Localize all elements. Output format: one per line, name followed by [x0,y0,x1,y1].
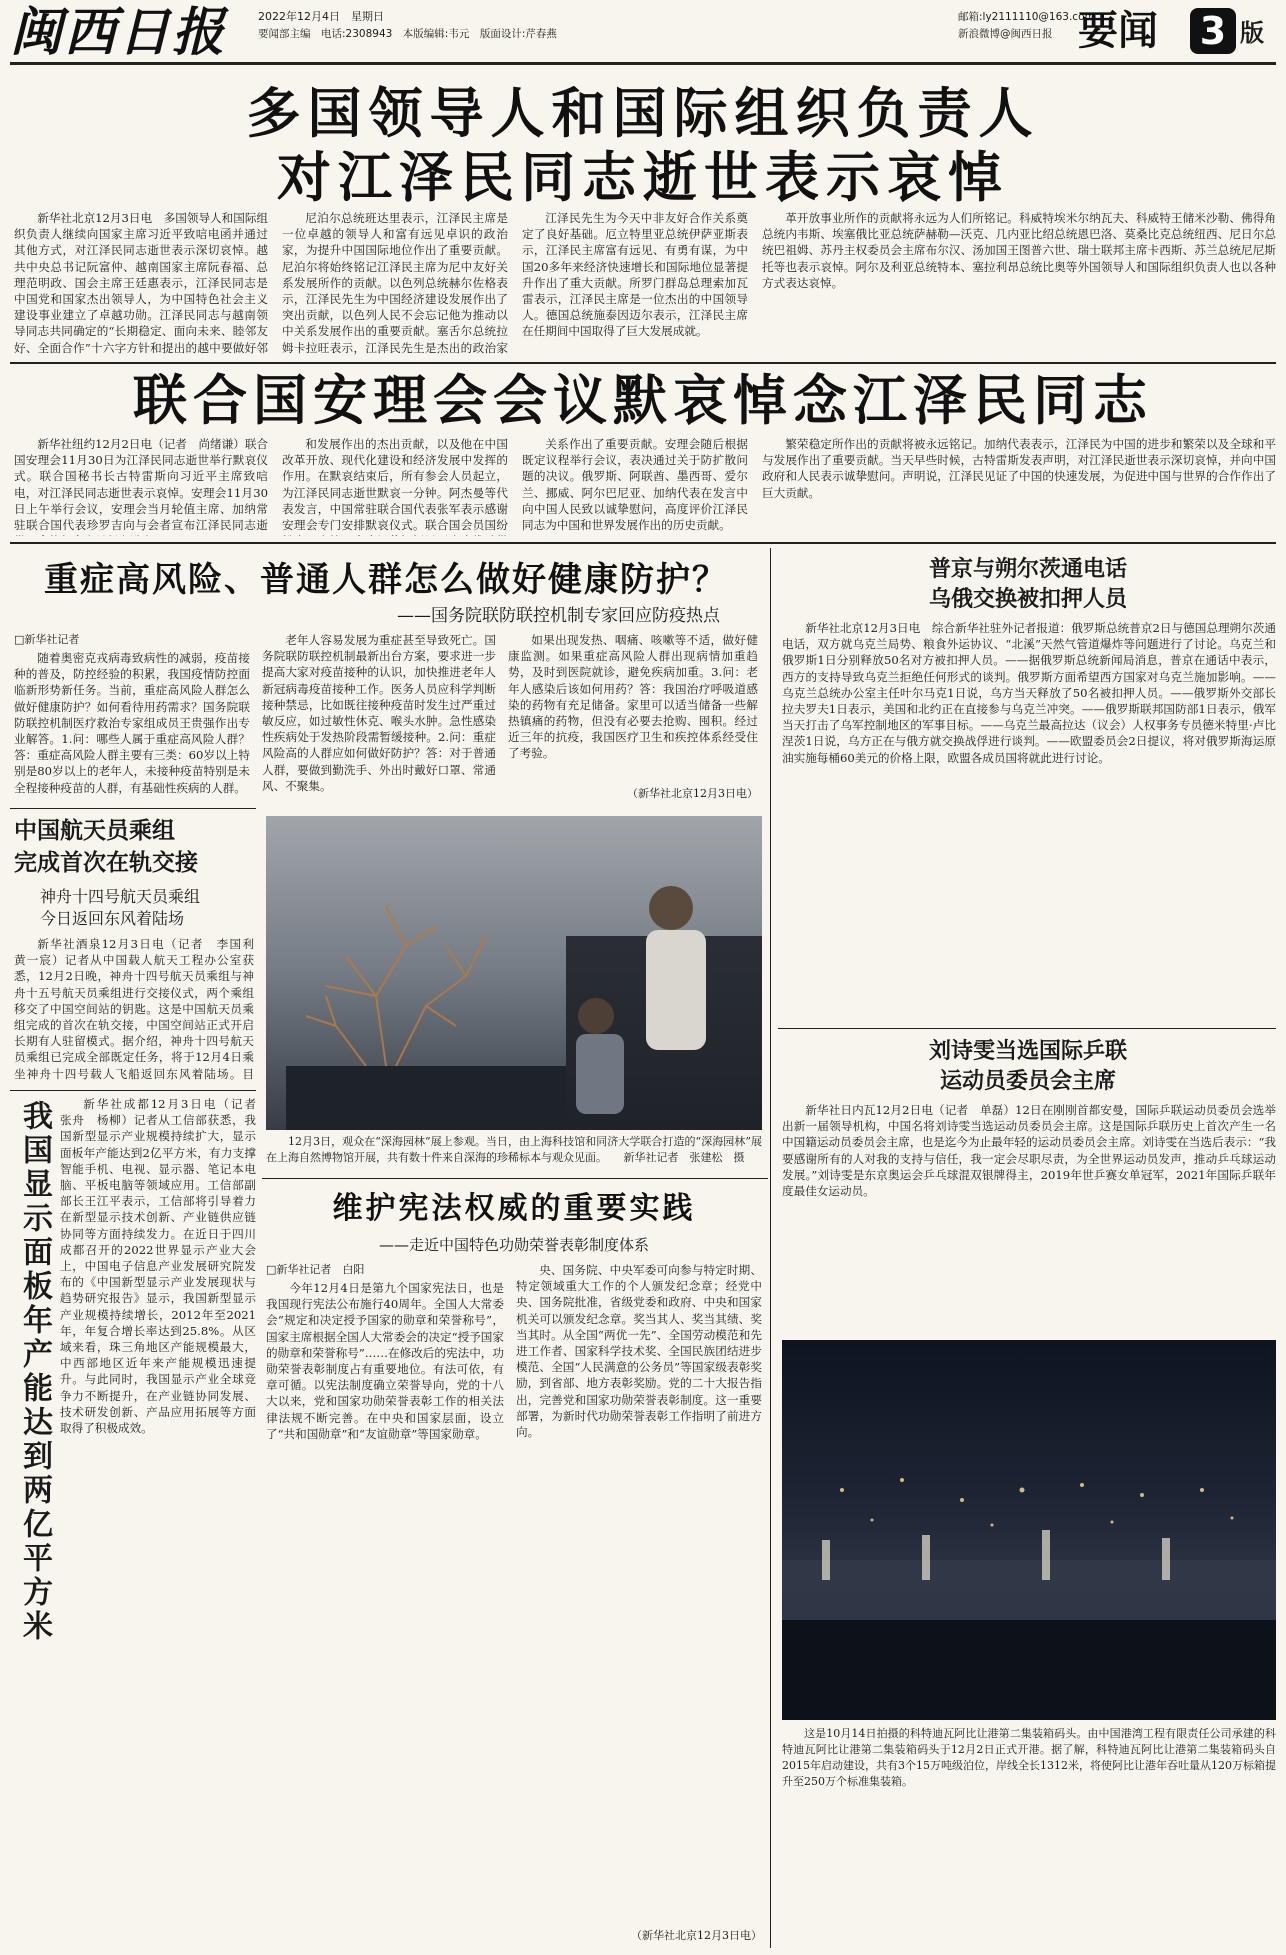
port-photo-illustration [782,1340,1276,1720]
shenzhou-title-line2: 完成首次在轨交接 [14,850,198,876]
left-feature-rule-2 [10,1090,256,1091]
article4-subtitle: ——走近中国特色功勋荣誉表彰制度体系 [378,1236,649,1254]
port-photo-caption: 这是10月14日拍摄的科特迪瓦阿比让港第二集装箱码头。由中国港湾工程有限责任公司承建的科特迪瓦阿比让港第二集装箱码头于12月2日正式开港。据了解，科特迪瓦阿比让港第二集装箱码头自2015年启动建设，共有3个15万吨级泊位，岸线全长1312米，将使阿比让港年吞吐量从120万标箱提升至250万个标准集装箱。 [782,1727,1276,1788]
divider-2 [10,542,1276,544]
exhibit-photo [266,816,762,1130]
article3-col1: 随着奥密克戎病毒致病性的减弱，疫苗接种的普及，防控经验的积累，我国疫情防控面临新形势新任务。当前，重症高风险人群怎么做好健康防护？如何看待用药需求？国务院联防联控机制医疗救治专家组成员王贵强作出专业解答。1.问：哪些人属于重症高风险人群？答：重症高风险人群主要有三类：60岁以上特别是80岁以上的老年人，未接种疫苗特别是未全程接种疫苗的人群，有基础性疾病的人群。 [14,651,250,795]
article4-col2: 央、国务院、中央军委可向参与特定时期、特定领域重大工作的个人颁发纪念章；经党中央、国务院批准，省级党委和政府、中央和国家机关可以颁发纪念章。奖当其人、奖当其绩、奖当其时。从全国“两优一先”、全国劳动模范和先进工作者、国家科学技术奖、全国民族团结进步模范、全国“人民满意的公务员”等国家级表彰奖励，到省部、地方表彰奖励。党的二十大报告指出，完善党和国家功勋荣誉表彰制度。这一重要部署，为新时代功勋荣誉表彰工作指明了前进方向。 [516,1263,762,1440]
article3-title: 重症高风险、普通人群怎么做好健康防护？ [44,560,728,600]
article4-title: 维护宪法权威的重要实践 [332,1191,696,1226]
article2-col3: 关系作出了重要贡献。安理会随后根据既定议程举行会议，表决通过关于防扩散问题的决议。俄罗斯、阿联酋、墨西哥、爱尔兰、挪威、阿尔巴尼亚、加纳代表在发言中向中国人民致以诚挚慰问，高度评价江泽民同志为中国和世界发展作出的历史贡献。 [522,437,748,533]
article3-byline: □新华社记者 [14,633,80,646]
shenzhou-subtitle-line1: 神舟十四号航天员乘组 [40,887,201,906]
sidebar1-title-line1: 普京与朔尔茨通电话 [928,557,1127,582]
sidebar1-title-line2: 乌俄交换被扣押人员 [928,587,1127,612]
page-number: 3 [1199,9,1227,53]
exhibit-photo-caption: 12月3日，观众在“深海园林”展上参观。当日，由上海科技馆和同济大学联合打造的“深海园林”展在上海自然博物馆开展，共有数十件来自深海的珍稀标本与观众见面。 新华社记者 张建松 摄 [266,1135,762,1164]
page-number-badge [1190,8,1236,54]
article1-col3: 江泽民先生为今天中非友好合作关系奠定了良好基础。厄立特里亚总统伊萨亚斯表示，江泽民主席富有远见、有勇有谋，为中国20多年来经济快速增长和国际地位显著提升作出了重大贡献。所罗门群岛总理索加瓦雷表示，江泽民主席是一位杰出的中国领导人。德国总统施泰因迈尔表示，江泽民主席在任期间中国取得了巨大发展成就。 [522,211,748,339]
masthead-rule [10,62,1276,65]
display-vertical-title-text: 我国显示面板年产能达到两亿平方米 [17,1100,52,1644]
section-name: 要闻 [1078,8,1158,54]
email-line: 邮箱:ly2111110@163.com [958,11,1095,23]
sidebar-divider [778,1028,1276,1029]
sidebar2-body: 新华社日内瓦12月2日电（记者 单磊）12日在刚刚首都安曼，国际乒联运动员委员会选举出新一届领导机构，中国名将刘诗雯当选运动员委员会主席。这是国际乒联历史上首次产生一名中国籍运动员委员会主席，也是迄今为止最年轻的运动员委员会主席。刘诗雯在当选后表示：“我要感谢所有的人对我的支持与信任，我一定会尽职尽责，为全世界运动员发声，推动乒乓球运动发展。”刘诗雯是东京奥运会乒乓球混双银牌得主，2019年世乒赛女单冠军，2021年国际乒联年度最佳女运动员。 [782,1103,1276,1199]
weibo-line: 新浪微博@闽西日报 [958,28,1053,40]
sidebar2-title-line1: 刘诗雯当选国际乒联 [928,1039,1127,1064]
article3-dateline: （新华社北京12月3日电） [627,787,758,800]
editor-line: 要闻部主编 电话:2308943 本版编辑:韦元 版面设计:芹春燕 [258,28,557,40]
article3-col3: 如果出现发热、咽痛、咳嗽等不适，做好健康监测。如果重症高风险人群出现病情加重趋势，及时到医院就诊，避免疾病加重。3.问：老年人感染后该如何用药？答：我国治疗呼吸道感染的药物有充足储备。家里可以适当储备一些解热镇痛的药物，但没有必要去抢购、囤积。经过近三年的抗疫，我国医疗卫生和疾控体系经受住了考验。 [508,633,758,761]
article1-col2: 尼泊尔总统班达里表示，江泽民主席是一位卓越的领导人和富有远见卓识的政治家，为提升中国国际地位作出了重要贡献。尼泊尔将始终铭记江泽民主席为尼中友好关系发展所作的贡献。以色列总统赫尔佐格表示，江泽民先生为中国经济建设发展作出了突出贡献，以色列人民不会忘记他为推动以中关系发展作出的重要贡献。塞舌尔总统拉姆卡拉旺表示，江泽民先生是杰出的政治家 [282,211,508,355]
article3-col2: 老年人容易发展为重症甚至导致死亡。国务院联防联控机制最新出台方案，要求进一步提高大家对疫苗接种的认识，加快推进老年人新冠病毒疫苗接种工作。医务人员应科学判断接种禁忌，比如既往接种疫苗时发生过严重过敏反应，如过敏性休克、喉头水肿。急性感染性疾病处于发热阶段需暂缓接种。2.问：重症风险高的人群应如何做好防护？答：对于普通人群，要做到勤洗手、外出时戴好口罩、常通风、不聚集。 [262,633,496,793]
divider-1 [10,362,1276,364]
article1-title-line2: 对江泽民同志逝世表示哀悼 [277,146,1009,209]
page-suffix: 版 [1240,19,1264,47]
article1-title-line1: 多国领导人和国际组织负责人 [246,82,1040,145]
port-photo [782,1340,1276,1720]
article2-col1: 新华社纽约12月2日电（记者 尚绪谦）联合国安理会11月30日为江泽民同志逝世举行默哀仪式。联合国秘书长古特雷斯向习近平主席致唁电，对江泽民同志逝世表示哀悼。安理会11月30日上午举行会议，安理会当月轮值主席、加纳常驻联合国代表珍罗吉向与会者宣布江泽民同志逝 [14,437,268,533]
sidebar1-body: 新华社北京12月3日电 综合新华社驻外记者报道：俄罗斯总统普京2日与德国总理朔尔茨通电话，双方就乌克兰局势、粮食外运协议、“北溪”天然气管道爆炸等问题进行了讨论。乌克兰和俄罗斯1日分别释放50名对方被扣押人员。——据俄罗斯总统新闻局消息，普京在通话中表示，西方的支持导致乌克兰拒绝任何形式的谈判。俄罗斯方面希望西方国家对乌克兰施加影响。——乌克兰总统办公室主任叶尔马克1日说，乌方当天释放了50名被扣押人员。——俄罗斯外交部长拉夫罗夫1日表示，美国和北约正在直接参与乌克兰冲突。——俄罗斯联邦国防部1日表示，俄军当天打击了乌军控制地区的军事目标。——乌克兰最高拉达（议会）人权事务专员德米特里·卢比涅茨1日说，乌方正在与俄方就交换战俘进行谈判。——欧盟委员会2日提议，将对俄罗斯海运原油实施每桶60美元的价格上限，欧盟各成员国将就此进行讨论。 [782,621,1276,765]
masthead-logo: 闽西日报 [10,4,227,62]
sidebar2-title-line2: 运动员委员会主席 [939,1069,1116,1094]
shenzhou-body: 新华社酒泉12月3日电（记者 李国利 黄一宸）记者从中国载人航天工程办公室获悉，12月2日晚，神舟十四号航天员乘组与神舟十五号航天员乘组进行交接仪式，两个乘组移交了中国空间站的钥匙。这是中国航天员乘组完成的首次在轨交接，中国空间站正式开启长期有人驻留模式。据介绍，神舟十四号航天员乘组已完成全部既定任务，将于12月4日乘坐神舟十四号载人飞船返回东风着陆场。目 [14,937,254,1081]
issue-date: 2022年12月4日 星期日 [258,10,384,23]
article2-title: 联合国安理会会议默哀悼念江泽民同志 [133,369,1153,432]
article4-dateline: （新华社北京12月3日电） [631,1929,762,1942]
article1-col4: 革开放事业所作的贡献将永远为人们所铭记。科威特埃米尔纳瓦夫、科威特王储米沙勒、佛得角总统内韦斯、埃塞俄比亚总统萨赫勒—沃克、几内亚比绍总统恩巴洛、莫桑比克总统纽西、尼日尔总统巴祖姆、苏丹主权委员会主席布尔汉、汤加国王图普六世、瑞士联邦主席卡西斯、苏兰总统尼尼斯托等也表示哀悼。阿尔及利亚总统特本、塞拉利昂总统比奥等外国领导人和国际组织负责人也以各种方式表达哀悼。 [762,211,1276,290]
shenzhou-subtitle-line2: 今日返回东风着陆场 [40,909,185,928]
article2-col4: 繁荣稳定所作出的贡献将被永远铭记。加纳代表表示，江泽民为中国的进步和繁荣以及全球和平与发展作出了重要贡献。当天早些时候，古特雷斯发表声明，对江泽民逝世表示深切哀悼，并向中国政府和人民表示诚挚慰问。声明说，江泽民见证了中国的快速发展，为促进中国与世界的合作作出了巨大贡献。 [762,437,1276,500]
center-divider [262,1178,768,1179]
display-body: 新华社成都12月3日电（记者 张舟 杨柳）记者从工信部获悉，我国新型显示产业规模持续扩大，显示面板年产能达到2亿平方米，有力支撑智能手机、电视、显示器、笔记本电脑、平板电脑等领域应用。工信部副部长王江平表示，工信部将引导着力在新型显示技术创新、产业链供应链协同等方面持续发力。在近日于四川成都召开的2022世界显示产业大会上，中国电子信息产业发展研究院发布的《中国新型显示产业发展现状与趋势研究报告》显示，我国新型显示产业规模持续增长，2012年至2021年，年复合增长率达到25.8%。从区域来看，珠三角地区产能规模最大，中西部地区近年来产能规模迅速提升。与此同时，我国显示产业全球竞争力不断提升，在产业链协同发展、技术研发创新、产品应用拓展等方面取得了积极成效。 [60,1097,256,1436]
article2-col2: 和发展作出的杰出贡献，以及他在中国改革开放、现代化建设和经济发展中发挥的作用。在默哀结束后，所有参会人员起立，为江泽民同志逝世默哀一分钟。阿杰曼等代表发言，中国常驻联合国代表张军表示感谢安理会专门安排默哀仪式。联合国会员国纷 [282,437,508,533]
vrule-right [770,548,771,1948]
article3-subtitle: ——国务院联防联控机制专家回应防疫热点 [397,606,720,626]
masthead [0,0,1286,82]
article1-col1: 新华社北京12月3日电 多国领导人和国际组织负责人继续向国家主席习近平致唁电函并通过其他方式，对江泽民同志逝世表示深切哀悼。越共中央总书记阮富仲、越南国家主席阮春福、总理范明政、国会主席王廷惠表示，江泽民同志是中国党和国家杰出领导人，为中国特色社会主义建设事业建立了卓越功勋。江泽民同志与越南领导同志共同确定的“长期稳定、面向未来、睦邻友好、全面合作”十六字方针和提出的越中要做好邻 [14,211,268,355]
display-vertical-title [14,1100,54,1950]
left-feature-rule [10,808,256,809]
exhibit-photo-illustration [266,816,762,1130]
article4-col1: 今年12月4日是第九个国家宪法日，也是我国现行宪法公布施行40周年。全国人大常委会“规定和决定授予国家的勋章和荣誉称号”，国家主席根据全国人大常委会的决定“授予国家的勋章和荣誉称号”……在修改后的宪法中，功勋荣誉表彰制度占有重要地位。有法可依，有章可循。以宪法制度确立荣誉导向，党的十八大以来，党和国家功勋荣誉表彰工作的相关法律法规不断完善。在中央和国家层面，设立了“共和国勋章”和“友谊勋章”等国家勋章。 [266,1281,504,1441]
shenzhou-title-line1: 中国航天员乘组 [14,818,175,844]
article4-byline: □新华社记者 白阳 [266,1263,365,1276]
